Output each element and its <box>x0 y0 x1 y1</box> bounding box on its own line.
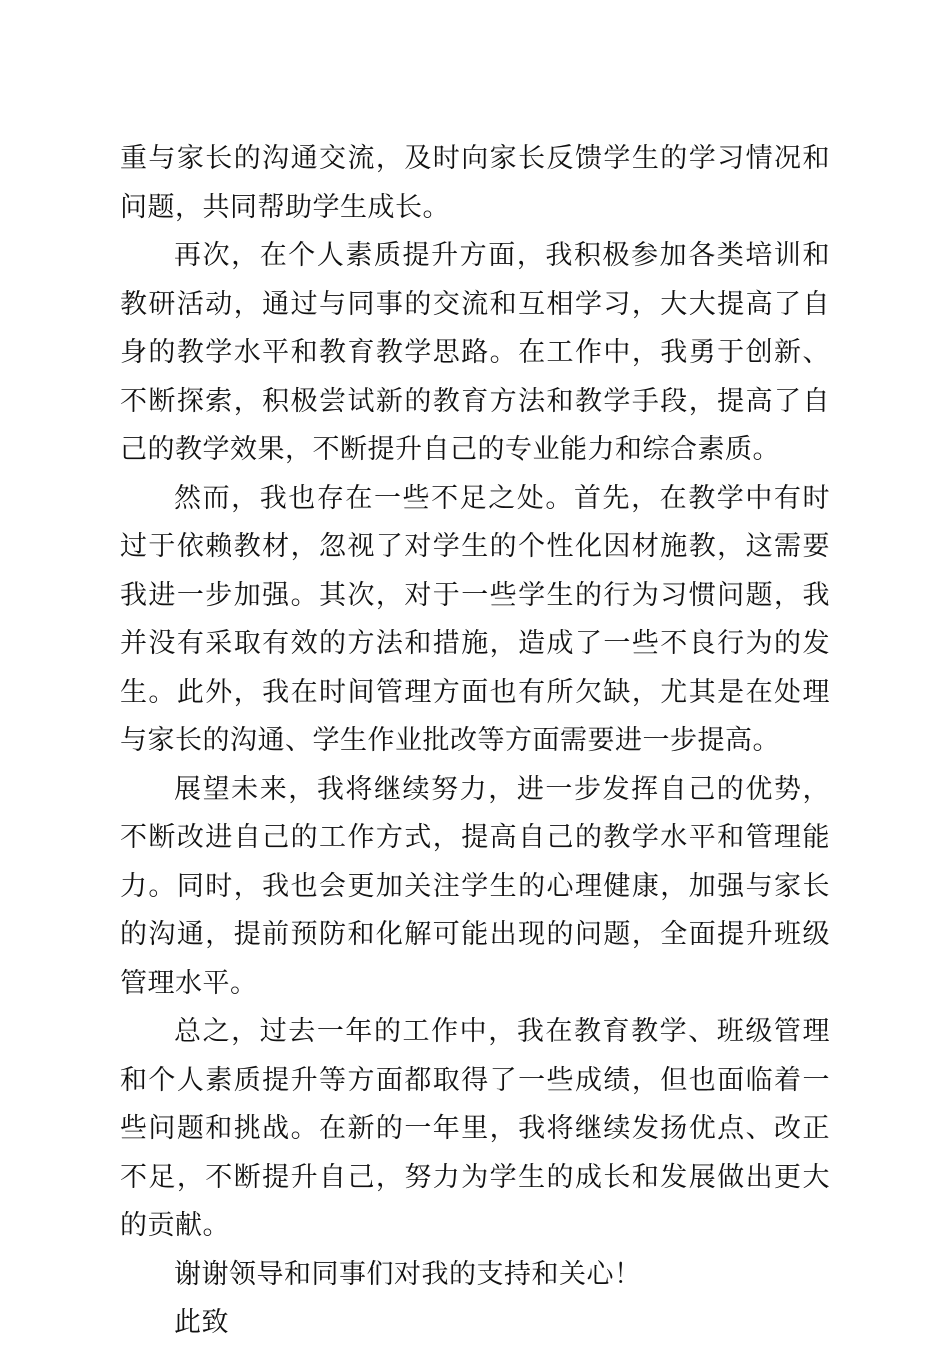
paragraph-outlook: 展望未来，我将继续努力，进一步发挥自己的优势，不断改进自己的工作方式，提高自己的教学水平和管理能力。同时，我也会更加关注学生的心理健康，加强与家长的沟通，提前预防和化解可能出现的问题，全面提升班级管理水平。 <box>120 773 830 999</box>
paragraph-personal-quality: 再次，在个人素质提升方面，我积极参加各类培训和教研活动，通过与同事的交流和互相学习，大大提高了自身的教学水平和教育教学思路。在工作中，我勇于创新、不断探索，积极尝试新的教育方法和教学手段，提高了自己的教学效果，不断提升自己的专业能力和综合素质。 <box>120 240 830 465</box>
paragraph-continuation: 重与家长的沟通交流，及时向家长反馈学生的学习情况和问题，共同帮助学生成长。 <box>120 143 830 223</box>
paragraph-shortcomings: 然而，我也存在一些不足之处。首先，在教学中有时过于依赖教材，忽视了对学生的个性化因材施教，这需要我进一步加强。其次，对于一些学生的行为习惯问题，我并没有采取有效的方法和措施，造成了一些不良行为的发生。此外，我在时间管理方面也有所欠缺，尤其是在处理与家长的沟通、学生作业批改等方面需要进一步提高。 <box>120 482 830 756</box>
document-body <box>120 135 830 1348</box>
paragraph-thanks: 谢谢领导和同事们对我的支持和关心！ <box>174 1258 642 1290</box>
paragraph-summary: 总之，过去一年的工作中，我在教育教学、班级管理和个人素质提升等方面都取得了一些成绩，但也面临着一些问题和挑战。在新的一年里，我将继续发扬优点、改正不足，不断提升自己，努力为学生的成长和发展做出更大的贡献。 <box>120 1016 830 1241</box>
paragraph-closing: 此致 <box>174 1307 229 1338</box>
